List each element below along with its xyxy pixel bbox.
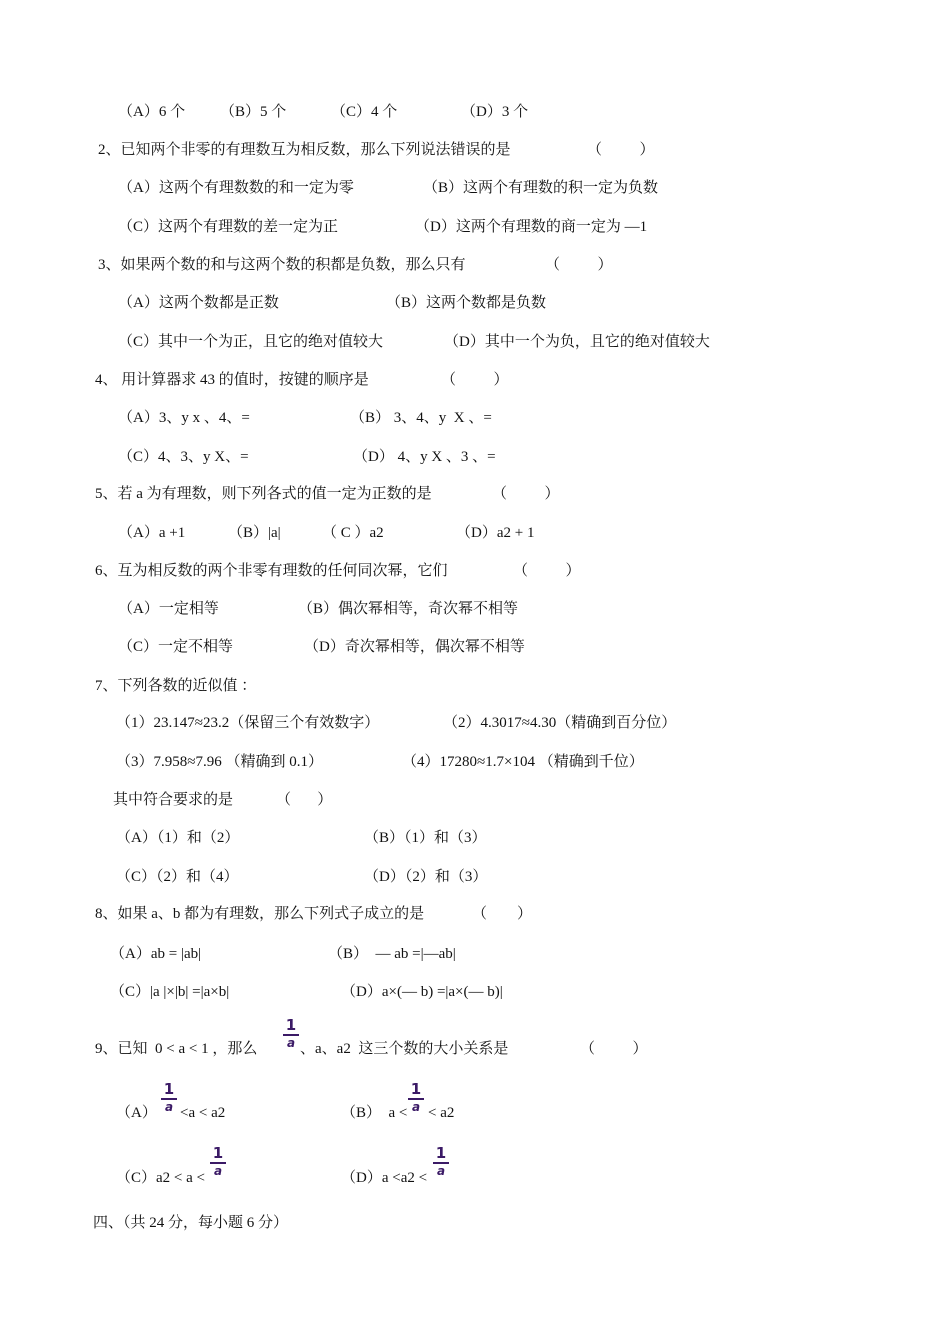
q5-option-b: （B）|a|	[228, 525, 281, 541]
fraction-denominator: a	[164, 1099, 174, 1114]
q1-option-a: （A）6 个	[118, 104, 186, 120]
q7-statement-1: （1）23.147≈23.2（保留三个有效数字）	[116, 715, 380, 731]
q5-answer-paren: （ ）	[492, 486, 560, 502]
fraction-numerator: 1	[163, 1080, 175, 1098]
q8-stem: 8、如果 a、b 都为有理数，那么下列式子成立的是	[95, 906, 425, 922]
fraction-denominator: a	[286, 1035, 296, 1050]
q7-option-a: （A）（1）和（2）	[116, 830, 240, 846]
q2-answer-paren: （ ）	[587, 142, 655, 158]
q9-option-b-rest: < a2	[428, 1105, 455, 1121]
q6-option-c: （C）一定不相等	[118, 639, 234, 655]
q9-option-a-rest: <a < a2	[180, 1105, 226, 1121]
q4-option-d: （D） 4、y X 、3 、=	[353, 449, 496, 465]
q8-answer-paren: （ ）	[472, 906, 533, 922]
q7-option-c: （C）（2）和（4）	[116, 869, 239, 885]
q6-option-b: （B）偶次幂相等，奇次幂不相等	[298, 601, 519, 617]
q7-answer-paren: （ ）	[276, 792, 333, 808]
q5-option-a: （A）a +1	[118, 525, 186, 541]
fraction-numerator: 1	[435, 1144, 447, 1162]
q7-statement-3: （3）7.958≈7.96 （精确到 0.1）	[116, 754, 323, 770]
q8-option-c: （C）|a |×|b| =|a×b|	[110, 984, 230, 1000]
q3-option-d: （D）其中一个为负，且它的绝对值较大	[444, 334, 710, 350]
q8-option-d: （D）a×(— b) =|a×(— b)|	[341, 984, 503, 1000]
q9-stem-end: 、a、a2 这三个数的大小关系是	[300, 1041, 509, 1057]
q7-ask: 其中符合要求的是	[113, 792, 234, 808]
q9-answer-paren: （ ）	[580, 1041, 648, 1057]
q5-option-d: （D）a2 + 1	[456, 525, 535, 541]
q4-stem: 4、 用计算器求 43 的值时，按键的顺序是	[95, 372, 369, 388]
fraction-denominator: a	[411, 1099, 421, 1114]
fraction-numerator: 1	[410, 1080, 422, 1098]
q9-option-b-fraction	[408, 1082, 424, 1113]
q9-option-a-fraction	[161, 1082, 177, 1113]
q5-option-c: （ C ）a2	[322, 525, 384, 541]
q1-option-c: （C）4 个	[331, 104, 398, 120]
q2-option-c: （C）这两个有理数的差一定为正	[118, 219, 339, 235]
q9-option-c-fraction	[210, 1146, 226, 1177]
q9-option-b-start: （B） a <	[341, 1105, 408, 1121]
q7-statement-4: （4）17280≈1.7×104 （精确到千位）	[402, 754, 644, 770]
q2-stem: 2、已知两个非零的有理数互为相反数，那么下列说法错误的是	[98, 142, 511, 158]
fraction-numerator: 1	[285, 1016, 297, 1034]
q9-stem-fraction-one-over-a	[283, 1018, 299, 1049]
q9-stem-start: 9、已知 0 < a < 1 ，那么	[95, 1041, 258, 1057]
q6-answer-paren: （ ）	[513, 563, 581, 579]
q7-option-b: （B）（1）和（3）	[364, 830, 487, 846]
q4-option-c: （C）4、3、y X、=	[118, 449, 249, 465]
q4-option-a: （A）3、y x 、4、=	[118, 410, 250, 426]
q7-option-d: （D）（2）和（3）	[364, 869, 488, 885]
q9-option-d-fraction	[433, 1146, 449, 1177]
q2-option-a: （A）这两个有理数数的和一定为零	[118, 180, 354, 196]
q7-stem: 7、下列各数的近似值 ：	[95, 678, 257, 694]
q6-option-d: （D）奇次幂相等，偶次幂不相等	[304, 639, 525, 655]
q3-option-c: （C）其中一个为正，且它的绝对值较大	[118, 334, 384, 350]
q1-option-d: （D）3 个	[461, 104, 529, 120]
q9-option-a-label: （A）	[116, 1105, 157, 1121]
q8-option-b: （B） — ab =|—ab|	[328, 946, 456, 962]
q5-stem: 5、若 a 为有理数，则下列各式的值一定为正数的是	[95, 486, 432, 502]
q3-answer-paren: （ ）	[545, 257, 613, 273]
q8-option-a: （A）ab = |ab|	[110, 946, 202, 962]
q9-option-c-start: （C）a2 < a <	[116, 1170, 205, 1186]
q4-option-b: （B） 3、4、y X 、=	[350, 410, 492, 426]
q3-stem: 3、如果两个数的和与这两个数的积都是负数，那么只有	[98, 257, 466, 273]
fraction-numerator: 1	[212, 1144, 224, 1162]
section-four-heading: 四、（共 24 分，每小题 6 分）	[93, 1215, 289, 1231]
q2-option-b: （B）这两个有理数的积一定为负数	[423, 180, 659, 196]
q3-option-b: （B）这两个数都是负数	[386, 295, 547, 311]
q6-stem: 6、互为相反数的两个非零有理数的任何同次幂，它们	[95, 563, 448, 579]
q9-option-d-start: （D）a <a2 <	[341, 1170, 428, 1186]
q3-option-a: （A）这两个数都是正数	[118, 295, 279, 311]
fraction-denominator: a	[213, 1163, 223, 1178]
q6-option-a: （A）一定相等	[118, 601, 219, 617]
q7-statement-2: （2）4.3017≈4.30（精确到百分位）	[443, 715, 677, 731]
fraction-denominator: a	[436, 1163, 446, 1178]
q1-option-b: （B）5 个	[220, 104, 287, 120]
q4-answer-paren: （ ）	[441, 372, 509, 388]
q2-option-d: （D）这两个有理数的商一定为 —1	[415, 219, 648, 235]
